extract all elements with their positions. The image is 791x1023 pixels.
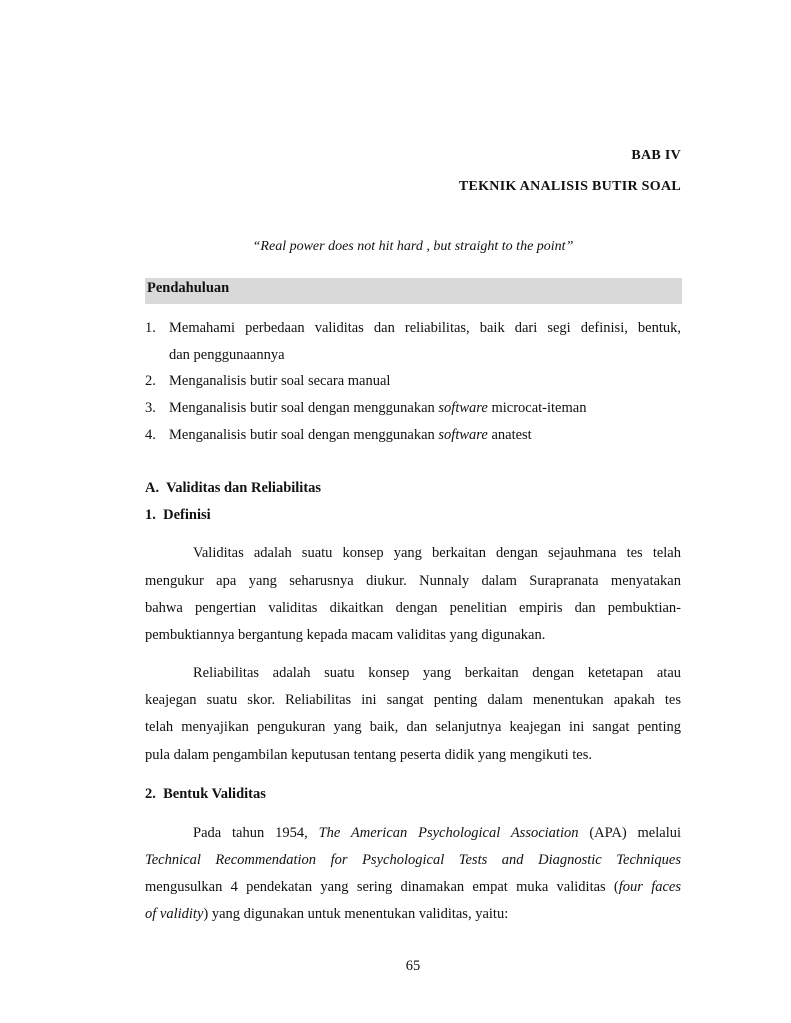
paragraph-line: of validity) yang digunakan untuk menentukan validitas, yaitu: xyxy=(145,906,509,922)
epigraph: “Real power does not hit hard , but straight to the point” xyxy=(252,239,574,254)
paragraph-line: bahwa pengertian validitas dikaitkan dengan penelitian empiris dan pembuktian- xyxy=(145,600,681,616)
list-text: Menganalisis butir soal dengan menggunakan software anatest xyxy=(169,427,532,443)
paragraph-line: mengusulkan 4 pendekatan yang sering dinamakan empat muka validitas (four faces xyxy=(145,879,681,895)
list-number: 4. xyxy=(145,427,156,443)
paragraph-line: mengukur apa yang seharusnya diukur. Nunnaly dalam Surapranata menyatakan xyxy=(145,573,681,589)
paragraph-line: pembuktiannya bergantung kepada macam validitas yang digunakan. xyxy=(145,627,546,643)
list-number: 1. xyxy=(145,320,156,336)
paragraph-line: pula dalam pengambilan keputusan tentang peserta didik yang mengikuti tes. xyxy=(145,747,592,763)
list-number: 2. xyxy=(145,373,156,389)
chapter-number: BAB IV xyxy=(631,148,681,163)
list-number: 3. xyxy=(145,400,156,416)
subsection-heading-definisi: 1. Definisi xyxy=(145,507,211,523)
list-text: Menganalisis butir soal dengan menggunakan software microcat-iteman xyxy=(169,400,587,416)
list-text: dan penggunaannya xyxy=(169,347,285,363)
paragraph-line: Validitas adalah suatu konsep yang berkaitan dengan sejauhmana tes telah xyxy=(193,545,681,561)
section-heading-a: A. Validitas dan Reliabilitas xyxy=(145,480,322,496)
paragraph-line: keajegan suatu skor. Reliabilitas ini sangat penting dalam menentukan apakah tes xyxy=(145,692,681,708)
chapter-title: TEKNIK ANALISIS BUTIR SOAL xyxy=(458,179,681,194)
subsection-heading-bentuk-validitas: 2. Bentuk Validitas xyxy=(145,786,266,802)
page-number: 65 xyxy=(405,958,421,974)
paragraph-line: Reliabilitas adalah suatu konsep yang berkaitan dengan ketetapan atau xyxy=(193,665,681,681)
list-text: Menganalisis butir soal secara manual xyxy=(169,373,391,389)
paragraph-line: Pada tahun 1954, The American Psychological Association (APA) melalui xyxy=(193,825,682,841)
list-text: Memahami perbedaan validitas dan reliabilitas, baik dari segi definisi, bentuk, xyxy=(169,320,681,336)
paragraph-line: telah menyajikan pengukuran yang baik, dan selanjutnya keajegan ini sangat penting xyxy=(145,719,681,735)
paragraph-line: Technical Recommendation for Psychological Tests and Diagnostic Techniques xyxy=(145,852,681,868)
intro-heading: Pendahuluan xyxy=(147,280,230,296)
